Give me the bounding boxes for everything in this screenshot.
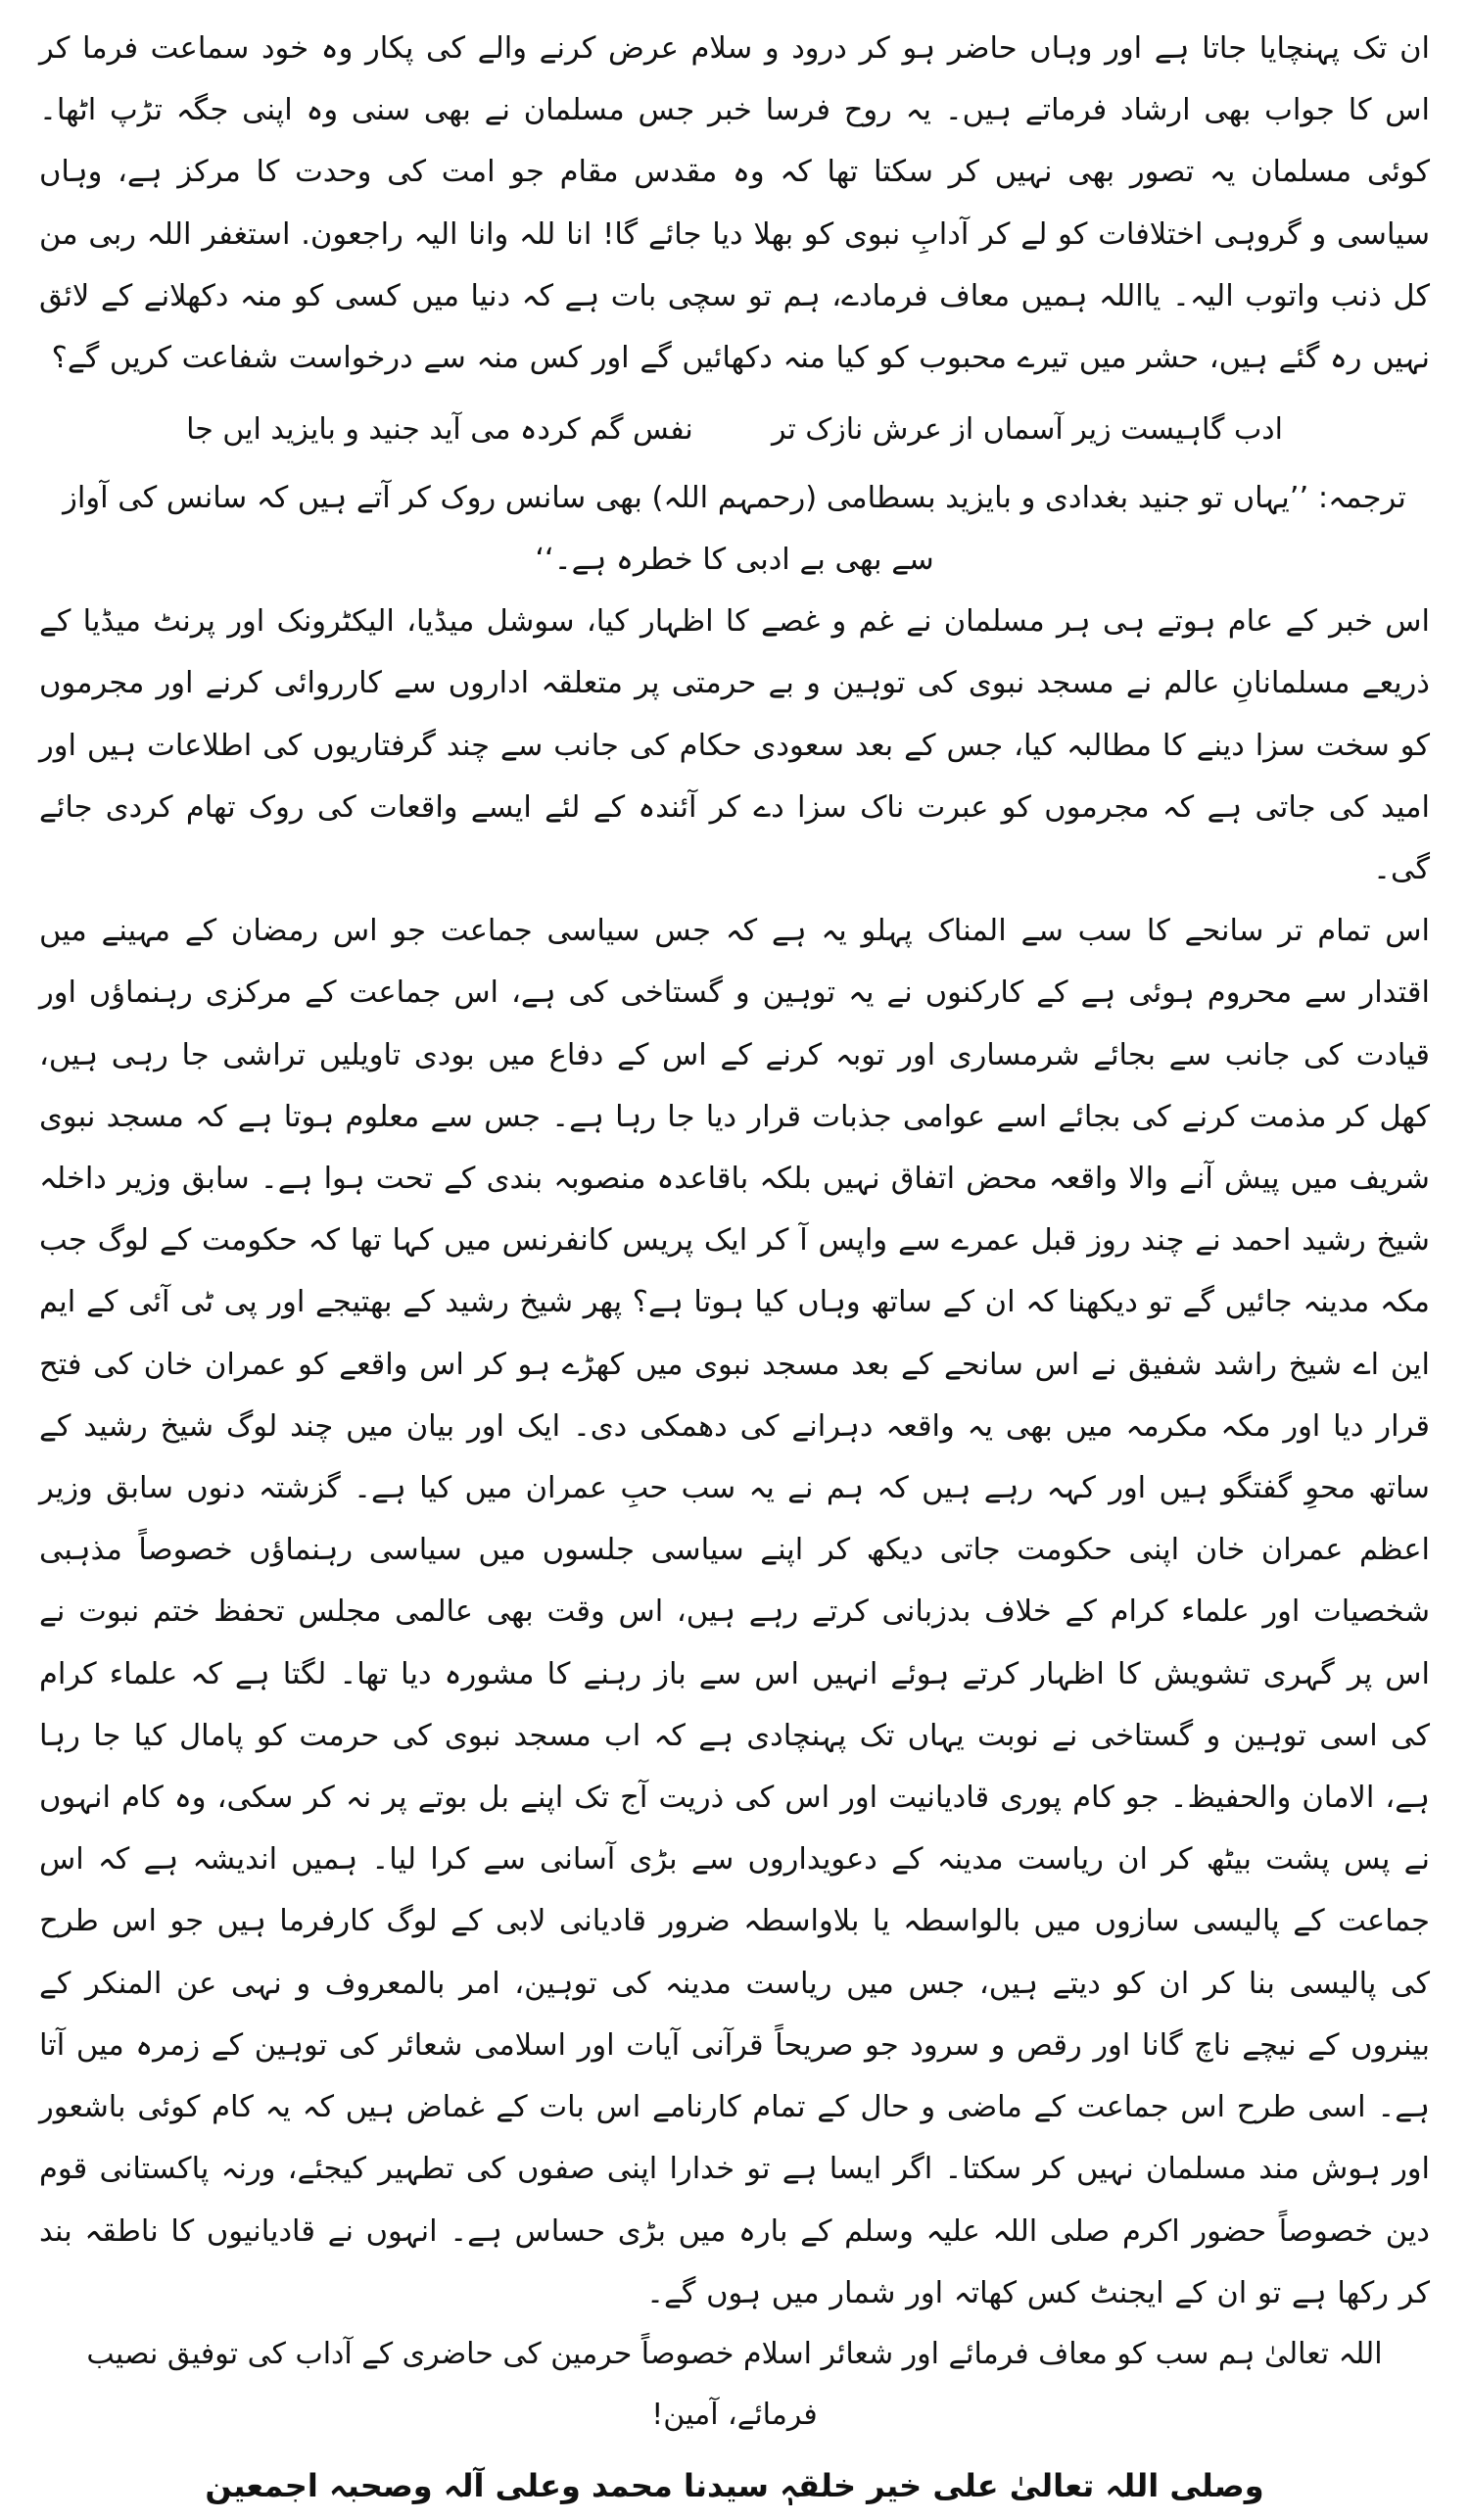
body-paragraph-1: اس خبر کے عام ہوتے ہی ہر مسلمان نے غم و غصے کا اظہار کیا، سوشل میڈیا، الیکٹرونک اور پرنٹ میڈیا کے ذریعے مسلمانانِ عالم نے مسجد نبوی کی توہین و بے حرمتی پر متعلقہ اداروں سے کارروائی کرنے اور مجرموں کو سخت سزا دینے کا مطالبہ کیا، جس کے بعد سعودی حکام کی جانب سے چند گرفتاریوں کی اطلاعات ہیں اور امید کی جاتی ہے کہ مجرموں کو عبرت ناک سزا دے کر آئندہ کے لئے ایسے واقعات کی روک تھام کردی جائے گی۔ [39, 604, 1430, 887]
verse-left-hemistich: نفس گم کردہ می آید جنید و بایزید ایں جا [186, 412, 693, 448]
body-paragraph-2: اس تمام تر سانحے کا سب سے المناک پہلو یہ ہے کہ جس سیاسی جماعت جو اس رمضان کے مہینے میں اقتدار سے محروم ہوئی ہے کے کارکنوں نے یہ توہین و گستاخی کی ہے، اس جماعت کے مرکزی رہنماؤں اور قیادت کی جانب سے بجائے شرمساری اور توبہ کرنے کے اس کے دفاع میں بودی تاویلیں تراشی جا رہی ہیں، کھل کر مذمت کرنے کی بجائے اسے عوامی جذبات قرار دیا جا رہا ہے۔ جس سے معلوم ہوتا ہے کہ مسجد نبوی شریف میں پیش آنے والا واقعہ محض اتفاق نہیں بلکہ باقاعدہ منصوبہ بندی کے تحت ہوا ہے۔ سابق وزیر داخلہ شیخ رشید احمد نے چند روز قبل عمرے سے واپس آ کر ایک پریس کانفرنس میں کہا تھا کہ حکومت کے لوگ جب مکہ مدینہ جائیں گے تو دیکھنا کہ ان کے ساتھ وہاں کیا ہوتا ہے؟ پھر شیخ رشید کے بھتیجے اور پی ٹی آئی کے ایم این اے شیخ راشد شفیق نے اس سانحے کے بعد مسجد نبوی میں کھڑے ہو کر اس واقعے کو عمران خان کی فتح قرار دیا اور مکہ مکرمہ میں بھی یہ واقعہ دہرانے کی دھمکی دی۔ ایک اور بیان میں چند لوگ شیخ رشید کے ساتھ محوِ گفتگو ہیں اور کہہ رہے ہیں کہ ہم نے یہ سب حبِ عمران میں کیا ہے۔ گزشتہ دنوں سابق وزیر اعظم عمران خان اپنی حکومت جاتی دیکھ کر اپنے سیاسی جلسوں میں سیاسی رہنماؤں خصوصاً مذہبی شخصیات اور علماء کرام کے خلاف بدزبانی کرتے رہے ہیں، اس وقت بھی عالمی مجلس تحفظ ختم نبوت نے اس پر گہری تشویش کا اظہار کرتے ہوئے انہیں اس سے باز رہنے کا مشورہ دیا تھا۔ لگتا ہے کہ علماء کرام کی اسی توہین و گستاخی نے نوبت یہاں تک پہنچادی ہے کہ اب مسجد نبوی کی حرمت کو پامال کیا جا رہا ہے، الامان والحفیظ۔ جو کام پوری قادیانیت اور اس کی ذریت آج تک اپنے بل بوتے پر نہ کر سکی، وہ کام انہوں نے پس پشت بیٹھ کر ان ریاست مدینہ کے دعویداروں سے بڑی آسانی سے کرا لیا۔ ہمیں اندیشہ ہے کہ اس جماعت کے پالیسی سازوں میں بالواسطہ یا بلاواسطہ ضرور قادیانی لابی کے لوگ کارفرما ہیں جو اس طرح کی پالیسی بنا کر ان کو دیتے ہیں، جس میں ریاست مدینہ کی توہین، امر بالمعروف و نہی عن المنکر کے بینروں کے نیچے ناچ گانا اور رقص و سرود جو صریحاً قرآنی آیات اور اسلامی شعائر کی توہین کے زمرہ میں آتا ہے۔ اسی طرح اس جماعت کے ماضی و حال کے تمام کارنامے اس بات کے غماض ہیں کہ یہ کام کوئی باشعور اور ہوش مند مسلمان نہیں کر سکتا۔ اگر ایسا ہے تو خدارا اپنی صفوں کی تطہیر کیجئے، ورنہ پاکستانی قوم دین خصوصاً حضور اکرم صلی اللہ علیہ وسلم کے بارہ میں بڑی حساس ہے۔ انہوں نے قادیانیوں کا ناطقہ بند کر رکھا ہے تو ان کے ایجنٹ کس کھاتہ اور شمار میں ہوں گے۔ [39, 914, 1430, 2310]
opening-paragraph: ان تک پہنچایا جاتا ہے اور وہاں حاضر ہو کر درود و سلام عرض کرنے والے کی پکار وہ خود سماعت فرما کر اس کا جواب بھی ارشاد فرماتے ہیں۔ یہ روح فرسا خبر جس مسلمان نے بھی سنی وہ اپنی جگہ تڑپ اٹھا۔ کوئی مسلمان یہ تصور بھی نہیں کر سکتا تھا کہ وہ مقدس مقام جو امت کی وحدت کا مرکز ہے، وہاں سیاسی و گروہی اختلافات کو لے کر آدابِ نبوی کو بھلا دیا جائے گا! انا للہ وانا الیہ راجعون. استغفر اللہ ربی من کل ذنب واتوب الیہ۔ یااللہ ہمیں معاف فرمادے، ہم تو سچی بات ہے کہ دنیا میں کسی کو منہ دکھلانے کے لائق نہیں رہ گئے ہیں، حشر میں تیرے محبوب کو کیا منہ دکھائیں گے اور کس منہ سے درخواست شفاعت کریں گے؟ [39, 31, 1430, 376]
closing-blessing: وصلی اللہ تعالیٰ علی خیر خلقہٖ سیدنا محمد وعلی آلہ وصحبہ اجمعین [205, 2466, 1264, 2504]
persian-verse [39, 393, 1430, 467]
verse-translation: ترجمہ: ’’یہاں تو جنید بغدادی و بایزید بسطامی (رحمہم اللہ) بھی سانس روک کر آتے ہیں کہ سانس کی آواز سے بھی بے ادبی کا خطرہ ہے۔‘‘ [63, 481, 1406, 578]
prayer-line: اللہ تعالیٰ ہم سب کو معاف فرمائے اور شعائر اسلام خصوصاً حرمین کی حاضری کے آداب کی توفیق نصیب فرمائے، آمین! [86, 2336, 1383, 2432]
verse-right-hemistich: ادب گاہیست زیر آسماں از عرش نازک تر [771, 412, 1283, 448]
